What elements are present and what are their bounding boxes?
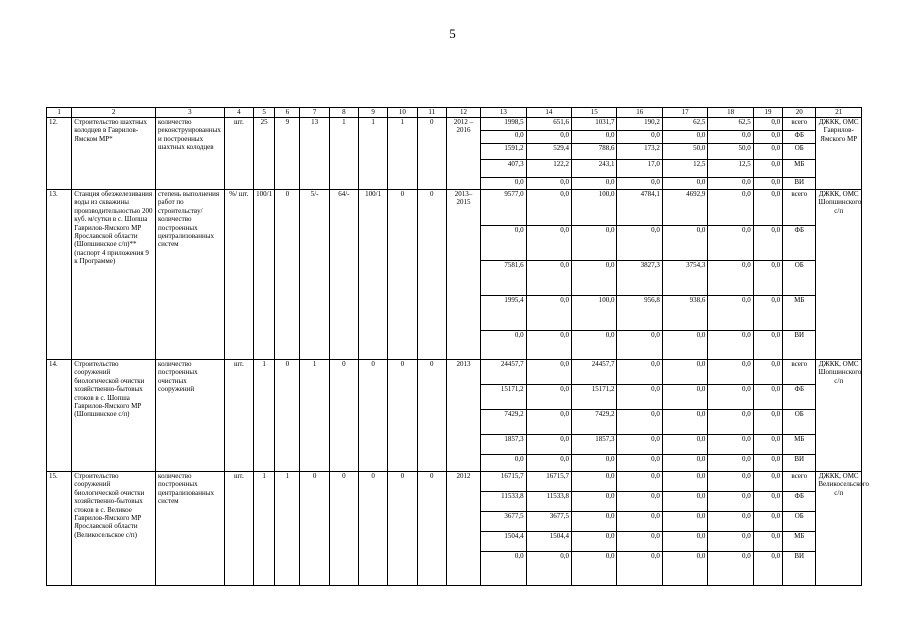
- indicator-name: количество построенных централизованных систем: [156, 472, 225, 586]
- finance-value: 0,0: [526, 552, 571, 586]
- unit: шт.: [224, 472, 253, 586]
- finance-source: всего: [783, 360, 816, 385]
- column-number: 2: [72, 108, 156, 118]
- finance-value: 0,0: [662, 131, 707, 144]
- finance-value: 11533,8: [481, 492, 526, 512]
- column-number: 3: [156, 108, 225, 118]
- finance-value: 3677,5: [481, 512, 526, 532]
- indicator-value: 9: [275, 118, 300, 190]
- finance-source: ОБ: [783, 410, 816, 435]
- finance-value: 100,0: [572, 190, 617, 226]
- finance-value: 0,0: [708, 410, 753, 435]
- finance-value: 1504,4: [481, 532, 526, 552]
- indicator-value: 1: [254, 360, 275, 472]
- finance-value: 0,0: [662, 410, 707, 435]
- finance-value: 0,0: [572, 492, 617, 512]
- indicator-value: 0: [275, 360, 300, 472]
- finance-value: 0,0: [481, 455, 526, 472]
- finance-value: 0,0: [572, 552, 617, 586]
- finance-source: ОБ: [783, 512, 816, 532]
- indicator-value: 1: [388, 118, 417, 190]
- finance-value: 0,0: [708, 331, 753, 360]
- finance-value: 0,0: [617, 492, 662, 512]
- finance-value: 173,2: [617, 144, 662, 160]
- column-number: 13: [481, 108, 526, 118]
- finance-value: 0,0: [481, 331, 526, 360]
- finance-value: 3754,3: [662, 261, 707, 296]
- finance-value: 7429,2: [572, 410, 617, 435]
- finance-value: 0,0: [708, 512, 753, 532]
- period: 2012: [446, 472, 480, 586]
- finance-value: 62,5: [708, 118, 753, 131]
- finance-value: 0,0: [753, 118, 782, 131]
- table-row: [47, 472, 862, 492]
- indicator-value: 25: [254, 118, 275, 190]
- finance-value: 0,0: [753, 331, 782, 360]
- finance-value: 0,0: [662, 472, 707, 492]
- finance-value: 0,0: [708, 455, 753, 472]
- finance-value: 12,5: [708, 160, 753, 178]
- finance-value: 1031,7: [572, 118, 617, 131]
- column-number: 10: [388, 108, 417, 118]
- finance-value: 0,0: [526, 360, 571, 385]
- column-number: 17: [662, 108, 707, 118]
- finance-source: ВИ: [783, 455, 816, 472]
- finance-value: 0,0: [572, 226, 617, 261]
- column-number-row: [47, 108, 862, 118]
- finance-value: 15171,2: [572, 385, 617, 410]
- column-number: 6: [275, 108, 300, 118]
- finance-value: 9577,0: [481, 190, 526, 226]
- finance-value: 0,0: [617, 226, 662, 261]
- finance-value: 1591,2: [481, 144, 526, 160]
- finance-value: 0,0: [708, 190, 753, 226]
- indicator-value: 1: [254, 472, 275, 586]
- finance-value: 529,4: [526, 144, 571, 160]
- finance-value: 0,0: [617, 532, 662, 552]
- page-number: 5: [449, 26, 456, 41]
- finance-source: ВИ: [783, 331, 816, 360]
- finance-value: 0,0: [572, 178, 617, 190]
- finance-value: 0,0: [617, 472, 662, 492]
- unit: шт.: [224, 118, 253, 190]
- finance-value: 0,0: [753, 178, 782, 190]
- finance-value: 0,0: [662, 532, 707, 552]
- finance-value: 0,0: [572, 512, 617, 532]
- indicator-value: 100/1: [359, 190, 388, 360]
- column-number: 19: [753, 108, 782, 118]
- finance-value: 956,8: [617, 296, 662, 331]
- finance-value: 12,5: [662, 160, 707, 178]
- indicator-name: количество реконструированных и построенных шахтных колодцев: [156, 118, 225, 190]
- finance-value: 0,0: [753, 226, 782, 261]
- finance-value: 407,3: [481, 160, 526, 178]
- indicator-name: степень выполнения работ по строительству/ количество построенных централизованных систем: [156, 190, 225, 360]
- row-number: 15.: [47, 472, 72, 586]
- finance-value: 651,6: [526, 118, 571, 131]
- finance-value: 15171,2: [481, 385, 526, 410]
- finance-value: 0,0: [572, 261, 617, 296]
- finance-value: 0,0: [617, 131, 662, 144]
- row-number: 12.: [47, 118, 72, 190]
- indicator-value: 0: [329, 472, 358, 586]
- column-number: 14: [526, 108, 571, 118]
- finance-value: 0,0: [708, 226, 753, 261]
- indicator-value: 0: [300, 472, 329, 586]
- column-number: 1: [47, 108, 72, 118]
- finance-value: 0,0: [617, 331, 662, 360]
- finance-value: 0,0: [708, 552, 753, 586]
- finance-value: 24457,7: [572, 360, 617, 385]
- measure-name: Строительство сооружений биологической очистки хозяйственно-бытовых стоков в с. Шопша Гаврилов-Ямского МР (Шопшинское с/п): [72, 360, 156, 472]
- finance-value: 0,0: [526, 296, 571, 331]
- column-number: 16: [617, 108, 662, 118]
- finance-value: 0,0: [753, 492, 782, 512]
- indicator-value: 0: [359, 472, 388, 586]
- column-number: 15: [572, 108, 617, 118]
- finance-value: 0,0: [753, 190, 782, 226]
- finance-value: 788,6: [572, 144, 617, 160]
- finance-value: 24457,7: [481, 360, 526, 385]
- finance-source: всего: [783, 190, 816, 226]
- indicator-value: 100/1: [254, 190, 275, 360]
- finance-value: 122,2: [526, 160, 571, 178]
- measure-name: Строительство сооружений биологической очистки хозяйственно-бытовых стоков в с. Великое Гаврилов-Ямского МР Ярославской области (Великосельское с/п): [72, 472, 156, 586]
- finance-value: 0,0: [617, 385, 662, 410]
- finance-value: 0,0: [572, 331, 617, 360]
- finance-value: 0,0: [617, 435, 662, 455]
- finance-source: МБ: [783, 160, 816, 178]
- finance-value: 0,0: [662, 385, 707, 410]
- finance-value: 7429,2: [481, 410, 526, 435]
- indicator-value: 0: [329, 360, 358, 472]
- column-number: 18: [708, 108, 753, 118]
- row-number: 13.: [47, 190, 72, 360]
- finance-source: МБ: [783, 532, 816, 552]
- indicator-value: 1: [329, 118, 358, 190]
- finance-value: 4784,1: [617, 190, 662, 226]
- finance-value: 0,0: [662, 331, 707, 360]
- finance-source: ВИ: [783, 552, 816, 586]
- finance-value: 0,0: [753, 532, 782, 552]
- finance-value: 0,0: [753, 160, 782, 178]
- performer: ДЖКК, ОМС Шопшинского с/п: [816, 190, 862, 360]
- finance-value: 0,0: [753, 131, 782, 144]
- indicator-value: 1: [300, 360, 329, 472]
- finance-value: 0,0: [753, 360, 782, 385]
- finance-value: 16715,7: [526, 472, 571, 492]
- indicator-value: 0: [417, 360, 446, 472]
- program-table: [46, 107, 869, 586]
- column-number: 5: [254, 108, 275, 118]
- performer: ДЖКК, ОМС Великосельского с/п: [816, 472, 862, 586]
- finance-source: ОБ: [783, 261, 816, 296]
- finance-value: 0,0: [753, 472, 782, 492]
- indicator-name: количество построенных очистных сооружений: [156, 360, 225, 472]
- finance-value: 0,0: [753, 296, 782, 331]
- finance-value: 0,0: [708, 492, 753, 512]
- finance-value: 0,0: [526, 190, 571, 226]
- finance-value: 0,0: [662, 492, 707, 512]
- finance-value: 0,0: [708, 360, 753, 385]
- indicator-value: 1: [359, 118, 388, 190]
- finance-value: 0,0: [753, 385, 782, 410]
- finance-value: 7581,6: [481, 261, 526, 296]
- measure-name: Станция обезжелезивания воды из скважины производительностью 200 куб. м/сутки в с. Шопша Гаврилов-Ямского МР Ярославской области (Шопшинское с/п)** (паспорт 4 приложения 9 к Программе): [72, 190, 156, 360]
- finance-value: 0,0: [708, 385, 753, 410]
- finance-value: 50,0: [662, 144, 707, 160]
- column-number: 11: [417, 108, 446, 118]
- finance-source: ФБ: [783, 492, 816, 512]
- finance-value: 0,0: [526, 410, 571, 435]
- finance-value: 0,0: [753, 410, 782, 435]
- finance-value: 0,0: [662, 360, 707, 385]
- finance-value: 190,2: [617, 118, 662, 131]
- finance-value: 0,0: [617, 360, 662, 385]
- finance-value: 0,0: [572, 131, 617, 144]
- finance-value: 4692,9: [662, 190, 707, 226]
- finance-value: 0,0: [526, 261, 571, 296]
- finance-value: 100,0: [572, 296, 617, 331]
- finance-value: 11533,8: [526, 492, 571, 512]
- column-number: 8: [329, 108, 358, 118]
- finance-source: ФБ: [783, 226, 816, 261]
- table-row: [47, 190, 862, 226]
- finance-value: 0,0: [617, 552, 662, 586]
- indicator-value: 64/-: [329, 190, 358, 360]
- finance-value: 1857,3: [481, 435, 526, 455]
- finance-value: 0,0: [526, 331, 571, 360]
- finance-value: 0,0: [753, 455, 782, 472]
- finance-value: 0,0: [481, 226, 526, 261]
- performer: ДЖКК, ОМС Шопшинского с/п: [816, 360, 862, 472]
- period: 2012 – 2016: [446, 118, 480, 190]
- finance-value: 0,0: [753, 144, 782, 160]
- finance-value: 0,0: [617, 178, 662, 190]
- measure-name: Строительство шахтных колодцев в Гаврилов-Ямском МР*: [72, 118, 156, 190]
- finance-source: ФБ: [783, 385, 816, 410]
- finance-value: 0,0: [708, 261, 753, 296]
- finance-value: 0,0: [481, 178, 526, 190]
- finance-value: 0,0: [662, 226, 707, 261]
- period: 2013– 2015: [446, 190, 480, 360]
- finance-source: МБ: [783, 435, 816, 455]
- finance-value: 3677,5: [526, 512, 571, 532]
- finance-value: 0,0: [708, 532, 753, 552]
- indicator-value: 0: [275, 190, 300, 360]
- column-number: 20: [783, 108, 816, 118]
- unit: %/ шт.: [224, 190, 253, 360]
- finance-source: ВИ: [783, 178, 816, 190]
- finance-value: 0,0: [753, 512, 782, 532]
- finance-value: 16715,7: [481, 472, 526, 492]
- finance-value: 0,0: [662, 512, 707, 532]
- finance-value: 0,0: [526, 178, 571, 190]
- finance-value: 0,0: [662, 435, 707, 455]
- finance-value: 0,0: [617, 455, 662, 472]
- finance-value: 0,0: [753, 552, 782, 586]
- finance-value: 0,0: [526, 226, 571, 261]
- finance-value: 0,0: [617, 512, 662, 532]
- finance-source: всего: [783, 118, 816, 131]
- column-number: 7: [300, 108, 329, 118]
- column-number: 9: [359, 108, 388, 118]
- finance-source: МБ: [783, 296, 816, 331]
- period: 2013: [446, 360, 480, 472]
- finance-value: 0,0: [708, 472, 753, 492]
- column-number: 4: [224, 108, 253, 118]
- finance-value: 50,0: [708, 144, 753, 160]
- finance-value: 0,0: [662, 455, 707, 472]
- finance-value: 0,0: [708, 435, 753, 455]
- finance-value: 0,0: [572, 455, 617, 472]
- indicator-value: 1: [275, 472, 300, 586]
- unit: шт.: [224, 360, 253, 472]
- finance-source: всего: [783, 472, 816, 492]
- column-number: 21: [816, 108, 862, 118]
- finance-value: 0,0: [526, 131, 571, 144]
- finance-value: 1998,5: [481, 118, 526, 131]
- finance-source: ОБ: [783, 144, 816, 160]
- finance-value: 62,5: [662, 118, 707, 131]
- finance-value: 17,0: [617, 160, 662, 178]
- finance-value: 243,1: [572, 160, 617, 178]
- indicator-value: 0: [388, 472, 417, 586]
- finance-value: 0,0: [708, 296, 753, 331]
- finance-value: 0,0: [526, 435, 571, 455]
- finance-value: 1504,4: [526, 532, 571, 552]
- finance-value: 0,0: [572, 472, 617, 492]
- column-number: 12: [446, 108, 480, 118]
- finance-value: 1857,3: [572, 435, 617, 455]
- table-row: [47, 118, 862, 131]
- finance-value: 0,0: [662, 552, 707, 586]
- finance-value: 0,0: [708, 131, 753, 144]
- finance-value: 938,6: [662, 296, 707, 331]
- indicator-value: 0: [417, 472, 446, 586]
- finance-value: 0,0: [572, 532, 617, 552]
- indicator-value: 5/-: [300, 190, 329, 360]
- indicator-value: 0: [359, 360, 388, 472]
- row-number: 14.: [47, 360, 72, 472]
- finance-value: 0,0: [753, 435, 782, 455]
- table-row: [47, 360, 862, 385]
- finance-value: 0,0: [481, 552, 526, 586]
- indicator-value: 0: [388, 190, 417, 360]
- finance-value: 0,0: [617, 410, 662, 435]
- finance-value: 0,0: [481, 131, 526, 144]
- finance-value: 0,0: [753, 261, 782, 296]
- finance-value: 1995,4: [481, 296, 526, 331]
- finance-value: 0,0: [662, 178, 707, 190]
- indicator-value: 13: [300, 118, 329, 190]
- indicator-value: 0: [417, 118, 446, 190]
- indicator-value: 0: [417, 190, 446, 360]
- finance-source: ФБ: [783, 131, 816, 144]
- finance-value: 0,0: [526, 385, 571, 410]
- finance-value: 0,0: [708, 178, 753, 190]
- indicator-value: 0: [388, 360, 417, 472]
- performer: ДЖКК, ОМС Гаврилов-Ямского МР: [816, 118, 862, 190]
- finance-value: 3827,3: [617, 261, 662, 296]
- finance-value: 0,0: [526, 455, 571, 472]
